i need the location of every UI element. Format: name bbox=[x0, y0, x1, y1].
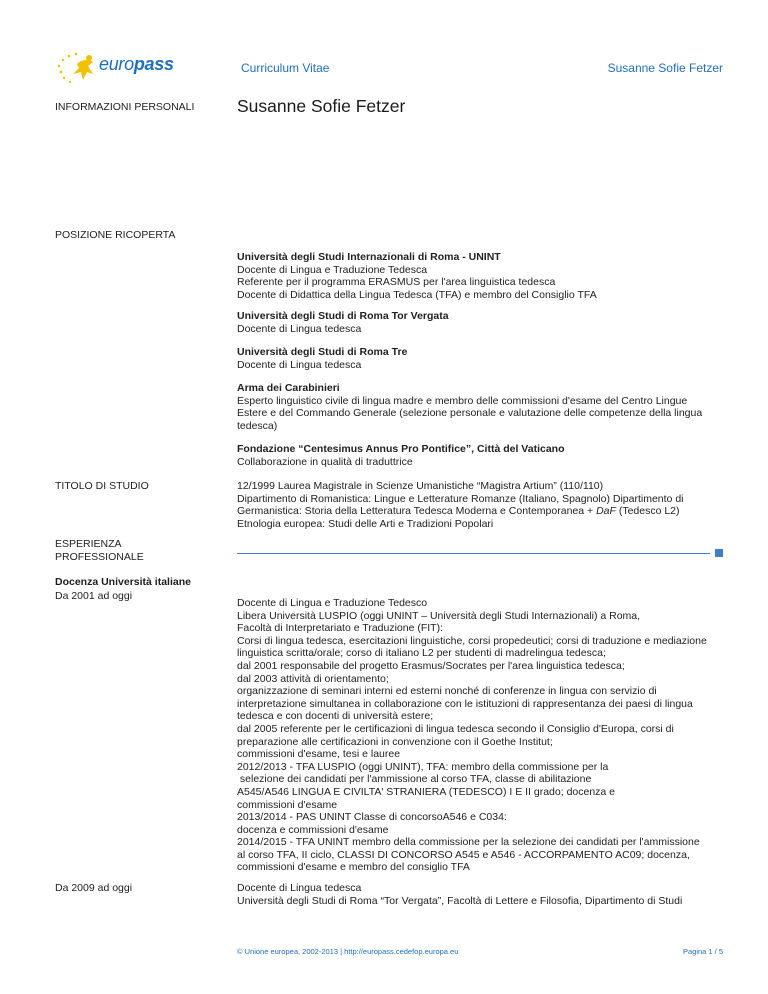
position-entry-title: Università degli Studi di Roma Tre bbox=[237, 346, 408, 358]
experience-line: commissioni d'esame bbox=[237, 798, 338, 811]
position-entry-title: Università degli Studi Internazionali di Roma - UNINT bbox=[237, 251, 501, 263]
europass-figure-icon bbox=[55, 50, 105, 90]
position-entry-title: Università degli Studi di Roma Tor Vergata bbox=[237, 310, 449, 322]
experience-line: interpretazione simultanea in collaborazione con le istituzioni di rappresentanza dei paesi di lingua bbox=[237, 697, 693, 710]
education-entry bbox=[237, 480, 727, 530]
education-line: Germanistica: Storia della Letteratura Tedesca Moderna e Contemporanea + DaF (Tedesco L2) bbox=[237, 505, 680, 518]
position-entry bbox=[237, 346, 727, 371]
experience-line: 2012/2013 - TFA LUSPIO (oggi UNINT), TFA: membro della commissione per la bbox=[237, 760, 609, 773]
experience-line: al corso TFA, II ciclo, CLASSI DI CONCORSO A545 e A546 - ACCORPAMENTO AC09; docenza, bbox=[237, 848, 690, 861]
position-entry bbox=[237, 443, 727, 468]
header-person-name: Susanne Sofie Fetzer bbox=[607, 61, 723, 75]
experience-line: tedesca e con docenti di università estere; bbox=[237, 710, 434, 723]
position-entry-line: Docente di Lingua tedesca bbox=[237, 358, 362, 371]
experience-label: ESPERIENZA PROFESSIONALE bbox=[55, 538, 144, 563]
doc-title: Curriculum Vitae bbox=[241, 61, 330, 75]
position-entry-title: Arma dei Carabinieri bbox=[237, 382, 340, 394]
experience-line: dal 2005 referente per le certificazioni di lingua tedesca secondo il Consiglio d'Europa, corsi di bbox=[237, 722, 674, 735]
position-entry bbox=[237, 251, 727, 301]
education-line: Dipartimento di Romanistica: Lingue e Letterature Romanze (Italiano, Spagnolo) Dipartimento di bbox=[237, 492, 684, 505]
position-entry-line: Docente di Lingua e Traduzione Tedesca bbox=[237, 263, 428, 276]
position-entry bbox=[237, 310, 727, 335]
position-entry-line: tedesca) bbox=[237, 419, 278, 432]
position-entry-line: Esperto linguistico civile di lingua madre e membro delle commissioni d'esame del Centro Lingue bbox=[237, 394, 688, 407]
position-entry-line: Collaborazione in qualità di traduttrice bbox=[237, 455, 413, 468]
logo-wordmark: europass bbox=[99, 54, 174, 74]
position-entry bbox=[237, 382, 727, 432]
page-number: Pagina 1 / 5 bbox=[682, 947, 723, 956]
experience-line: A545/A546 LINGUA E CIVILTA' STRANIERA (TEDESCO) I E II grado; docenza e bbox=[237, 785, 616, 798]
position-entry-line: Docente di Lingua tedesca bbox=[237, 322, 362, 335]
experience-period: Da 2009 ad oggi bbox=[55, 882, 133, 894]
position-entry-line: Referente per il programma ERASMUS per l'area linguistica tedesca bbox=[237, 276, 556, 289]
experience-line: commissioni d'esame, tesi e lauree bbox=[237, 748, 401, 761]
position-entry-line: Estere e del Commando Generale (selezione personale e valutazione delle competenze della lingua bbox=[237, 407, 703, 420]
experience-line: organizzazione di seminari interni ed esterni nonché di conferenze in lingua con servizio di bbox=[237, 685, 657, 698]
experience-line: Docente di Lingua e Traduzione Tedesco bbox=[237, 597, 428, 609]
experience-line: Docente di Lingua tedesca bbox=[237, 882, 362, 894]
experience-line: Corsi di lingua tedesca, esercitazioni linguistiche, corsi propedeutici; corsi di traduzione e mediazione bbox=[237, 634, 707, 647]
person-name: Susanne Sofie Fetzer bbox=[237, 96, 406, 116]
experience-line: dal 2001 responsabile del progetto Erasmus/Socrates per l'area linguistica tedesca; bbox=[237, 659, 625, 672]
education-line: Etnologia europea: Studi delle Arti e Tradizioni Popolari bbox=[237, 517, 494, 530]
experience-line: dal 2003 attività di orientamento; bbox=[237, 672, 389, 685]
position-entry-title: Fondazione “Centesimus Annus Pro Pontifice”, Città del Vaticano bbox=[237, 443, 565, 455]
personal-info-label: INFORMAZIONI PERSONALI bbox=[55, 101, 195, 113]
position-entry-line: Docente di Didattica della Lingua Tedesca (TFA) e membro del Consiglio TFA bbox=[237, 288, 597, 301]
experience-line: commissioni d'esame e membro del consiglio TFA bbox=[237, 861, 470, 874]
education-line: 12/1999 Laurea Magistrale in Scienze Umanistiche “Magistra Artium” (110/110) bbox=[237, 480, 604, 492]
experience-line: Università degli Studi di Roma “Tor Vergata”, Facoltà di Lettere e Filosofia, Dipartimento di Studi bbox=[237, 894, 683, 907]
experience-line: preparazione alle certificazioni in convenzione con il Goethe Institut; bbox=[237, 735, 553, 748]
footer-copyright: © Unione europea, 2002-2013 | http://europass.cedefop.europa.eu bbox=[237, 947, 459, 956]
section-divider-marker bbox=[715, 549, 723, 557]
position-label: POSIZIONE RICOPERTA bbox=[55, 229, 176, 241]
experience-item bbox=[237, 882, 727, 907]
experience-item bbox=[237, 597, 727, 874]
experience-period: Da 2001 ad oggi bbox=[55, 590, 133, 602]
experience-line: docenza e commissioni d'esame bbox=[237, 823, 389, 836]
experience-subheading: Docenza Università italiane bbox=[55, 576, 191, 588]
europass-logo bbox=[55, 50, 174, 90]
experience-line: Libera Università LUSPIO (oggi UNINT – Università degli Studi Internazionali) a Roma, bbox=[237, 609, 641, 622]
experience-line: linguistica scritta/orale; corso di italiano L2 per studenti di madrelingua tedesca; bbox=[237, 647, 606, 660]
section-divider bbox=[237, 553, 710, 554]
education-label: TITOLO DI STUDIO bbox=[55, 480, 149, 492]
experience-line: 2013/2014 - PAS UNINT Classe di concorsoA546 e C034: bbox=[237, 811, 507, 824]
experience-line: selezione dei candidati per l'ammissione al corso TFA, classe di abilitazione bbox=[237, 773, 592, 786]
experience-line: Facoltà di Interpretariato e Traduzione (FIT): bbox=[237, 622, 444, 635]
experience-line: 2014/2015 - TFA UNINT membro della commissione per la selezione dei candidati per l'ammissione bbox=[237, 836, 700, 849]
